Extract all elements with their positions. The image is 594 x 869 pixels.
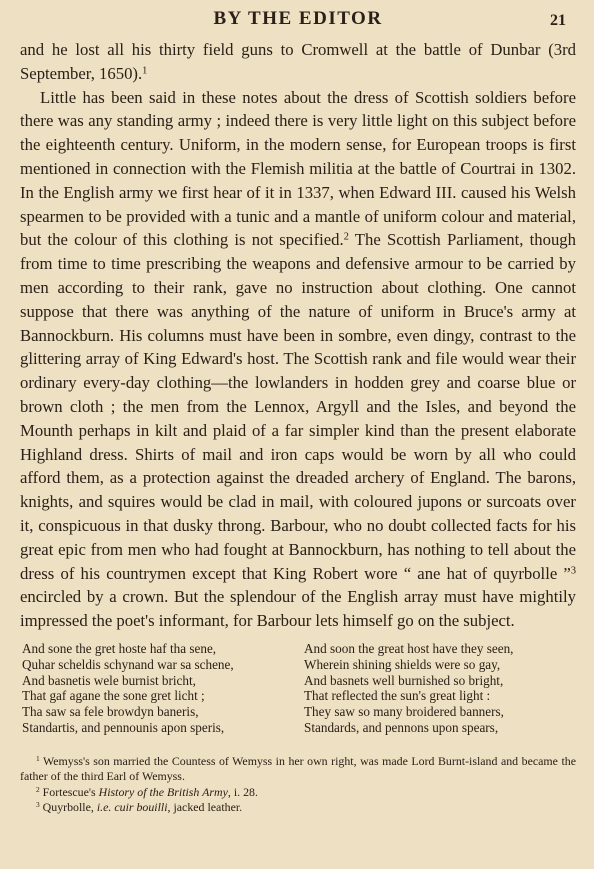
footnote-1	[20, 754, 576, 785]
footnotes	[20, 754, 576, 816]
footnote-mark: 3	[36, 800, 40, 810]
footnote-text: Fortescue's	[39, 784, 99, 799]
footnote-italic: i.e.	[96, 800, 112, 815]
footnote-text: , i. 28.	[227, 784, 258, 799]
footnote-ref: 3	[570, 564, 576, 576]
paragraph-text: The Scottish Parliament, though from time to time prescribing the weapons and defensive armour to be carried by men according to their rank, gave no instruction about clothing. One cannot suppose that there was anything of the nature of uniform in Bruce's army at Bannockburn. His columns must have been in sombre, even dingy, contrast to the glittering array of King Edward's host. The Scottish rank and file would wear their ordinary every-day clothing—the lowlanders in hodden grey and coarse blue or brown cloth ; the men from the Lennox, Argyll and the Isles, and beyond the Mounth perhaps in kilt and plaid of a far simpler kind than the present elaborate Highland dress. Shirts of mail and iron caps would be worn by all who could afford them, as a protection against the dreaded archery of England. The barons, knights, and squires would be clad in mail, with coloured jupons or surcoats over it, conspicuous in that dusky throng. Barbour, who no doubt collected facts for his great epic from men who had fought at Bannockburn, has nothing to tell about the dress of his countrymen except that King Robert wore “ ane hat of quyrbolle ”	[20, 230, 576, 583]
footnote-3	[20, 800, 576, 816]
verse-line: Tha saw sa fele browdyn baneris,	[22, 704, 199, 720]
book-title: History of the British Army	[98, 784, 228, 799]
paragraph-dress	[20, 86, 576, 633]
verse-line: Standartis, and pennounis apon speris,	[22, 719, 225, 735]
verse-line: Standards, and pennons upon spears,	[304, 719, 499, 735]
footnote-ref: 2	[343, 231, 349, 243]
paragraph-text: encircled by a crown. But the splendour of the English array must have mightily impressed the poet's informant, for Barbour lets himself go on the subject.	[20, 587, 576, 631]
footnote-text: , jacked leather.	[167, 800, 243, 815]
verse-line: And basnets well burnished so bright,	[304, 672, 504, 688]
page-header	[20, 0, 576, 38]
verse-translation	[304, 641, 576, 736]
verse-line: And sone the gret hoste haf tha sene,	[22, 640, 217, 656]
verse-line: Wherein shining shields were so gay,	[304, 656, 501, 672]
verse-line: They saw so many broidered banners,	[304, 704, 504, 720]
verse-line: And basnetis wele burnist bricht,	[22, 672, 196, 688]
footnote-italic: cuir bouilli	[114, 800, 168, 815]
verse-original	[22, 641, 304, 736]
paragraph-text: and he lost all his thirty field guns to Cromwell at the battle of Dunbar (3rd September, 1650).	[20, 40, 576, 83]
paragraph-text: Little has been said in these notes about the dress of Scottish soldiers before there was any standing army ; indeed there is very little light on this subject before the eighteenth century. Uniform, in the modern sense, for European troops is first mentioned in connection with the Flemish militia at the battle of Courtrai in 1302. In the English army we first hear of it in 1337, when Edward III. caused his Welsh spearmen to be provided with a tunic and a mantle of uniform colour and material, but the colour of this clothing is not specified.	[20, 87, 576, 250]
verse-block	[22, 641, 576, 736]
footnote-text: Wemyss's son married the Countess of Wemyss in her own right, was made Lord Burnt-island and became the father of the third Earl of Wemyss.	[20, 753, 576, 784]
verse-line: That reflected the sun's great light :	[304, 688, 491, 704]
verse-line: And soon the great host have they seen,	[304, 640, 514, 656]
footnote-2	[20, 785, 576, 801]
running-head: BY THE EDITOR	[213, 8, 383, 29]
footnote-text: Quyrbolle,	[39, 800, 97, 815]
footnote-mark: 1	[36, 753, 40, 763]
verse-line: Quhar scheldis schynand war sa schene,	[22, 656, 234, 672]
paragraph-continued	[20, 38, 576, 86]
main-text	[20, 38, 576, 633]
footnote-ref: 1	[142, 65, 148, 77]
page-number: 21	[550, 12, 566, 29]
footnote-mark: 2	[36, 784, 40, 794]
verse-line: That gaf agane the sone gret licht ;	[22, 688, 205, 704]
